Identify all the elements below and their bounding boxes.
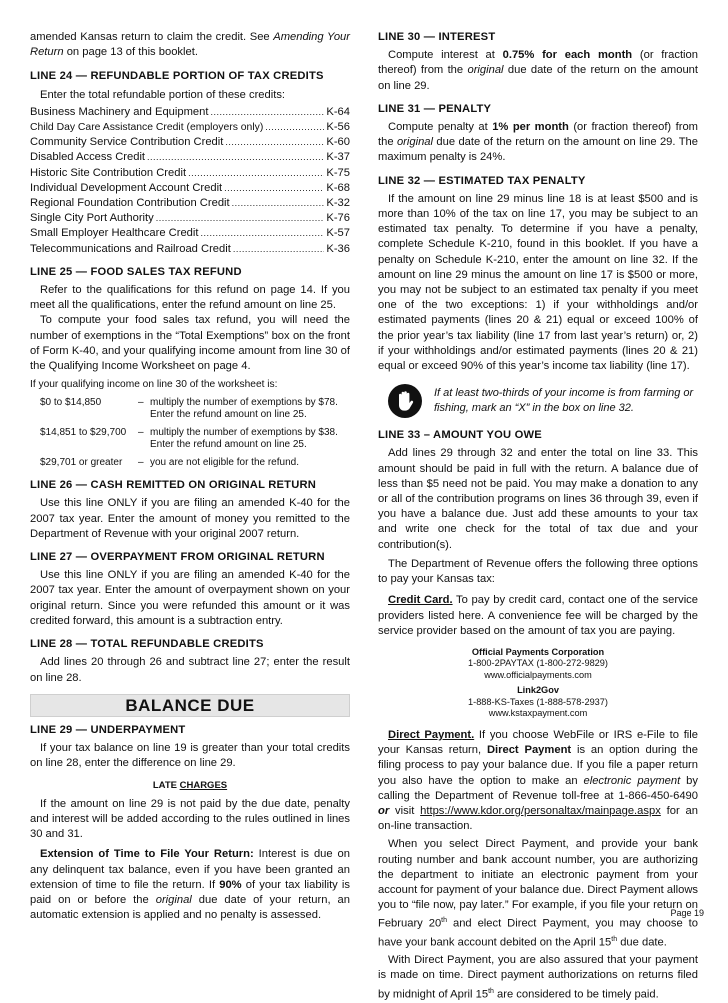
credits-list [30, 105, 350, 257]
tier-row: $14,851 to $29,700 – multiply the number of exemptions by $38. Enter the refund amount on line 25. [40, 426, 338, 451]
tier-row: $29,701 or greater – you are not eligible for the refund. [40, 456, 299, 468]
direct-payment-text: Direct Payment. If you choose WebFile or IRS e-File to file your Kansas return, Direct Payment is an option during the filing process to pay your balance due. If you file a paper return you also have the option to make an electronic payment by calling the Department of Revenue toll-free at 1-866-450-6490 or visit https://www.kdor.org/personaltax/mainpage.aspx for an on-line transaction. [378, 728, 698, 833]
kdor-link[interactable]: https://www.kdor.org/personaltax/mainpage.aspx [420, 804, 661, 817]
intro-paragraph: amended Kansas return to claim the credit. See Amending Your Return on page 13 of this booklet. [30, 31, 351, 59]
line32-heading: LINE 32 — ESTIMATED TAX PENALTY [378, 174, 586, 187]
line27-text: Use this line ONLY if you are filing an amended K-40 for the 2007 tax year. Enter the amount of overpayment shown on your original return. Since you were refunded this amount or it was credited forward, this amount is a subtraction entry. [30, 569, 350, 627]
page-number: Page 19 [670, 908, 704, 918]
line28-text: Add lines 20 through 26 and subtract line 27; enter the result on line 28. [30, 656, 350, 684]
provider-website[interactable]: www.kstaxpayment.com [488, 708, 588, 719]
credit-row: Historic Site Contribution Credit . . . K-75 [30, 166, 350, 181]
line25-p1: Refer to the qualifications for this refund on page 14. If you meet all the qualifications, enter the refund amount on line 25. [30, 284, 350, 312]
tier-row: $0 to $14,850 – multiply the number of exemptions by $78. Enter the refund amount on line 25. [40, 396, 338, 421]
line29-text: If your tax balance on line 19 is greater than your total credits on line 28, enter the difference on line 29. [30, 742, 350, 770]
credit-row: Business Machinery and Equipment . . . K-64 [30, 105, 350, 120]
direct-payment-timely-text: With Direct Payment, you are also assured that your payment is made on time. Direct payment authorizations on returns filed by midnight of April 15th are considered to be timely paid. [378, 954, 698, 1001]
credit-row: Regional Foundation Contribution Credit . . . K-32 [30, 196, 350, 211]
credit-card-text: Credit Card. To pay by credit card, contact one of the service providers listed here. A convenience fee will be charged by the service provider based on the amount of tax you are paying. [378, 594, 698, 637]
balance-due-banner: BALANCE DUE [30, 694, 350, 717]
line29-heading: LINE 29 — UNDERPAYMENT [30, 723, 186, 736]
line31-text: Compute penalty at 1% per month (or fraction thereof) from the original due date of the return on the amount on line 29. The maximum penalty is 24%. [378, 121, 698, 164]
line33-heading: LINE 33 – AMOUNT YOU OWE [378, 429, 542, 442]
line33-p2: The Department of Revenue offers the following three options to pay your Kansas tax: [378, 557, 698, 586]
refund-tiers [30, 397, 350, 470]
line24-heading: LINE 24 — REFUNDABLE PORTION OF TAX CREDITS [30, 70, 324, 83]
credit-row: Disabled Access Credit . . . K-37 [30, 150, 350, 165]
credit-row: Single City Port Authority . . . K-76 [30, 211, 350, 226]
line30-text: Compute interest at 0.75% for each month (or fraction thereof) from the original due date of the return on the amount on line 29. [378, 49, 698, 92]
late-charges-heading: LATE CHARGES [152, 779, 228, 791]
credit-row: Community Service Contribution Credit . . . K-60 [30, 135, 350, 150]
left-column [30, 30, 350, 923]
provider-name: Official Payments Corporation [471, 646, 605, 657]
late-charges-text: If the amount on line 29 is not paid by the due date, penalty and interest will be added according to the rules outlined in lines 30 and 31. [30, 797, 350, 841]
line31-heading: LINE 31 — PENALTY [378, 102, 492, 115]
credit-row: Child Day Care Assistance Credit (employers only) . . . K-56 [30, 120, 350, 135]
extension-text: Extension of Time to File Your Return: Interest is due on any delinquent tax balance, even if you have been granted an extension of time to file the return. If 90% of your tax liability is paid on or before the original due date of your return, an automatic extension is applied and no penalty is assessed. [30, 848, 351, 922]
credit-row: Small Employer Healthcare Credit . . . K-57 [30, 226, 350, 241]
line26-heading: LINE 26 — CASH REMITTED ON ORIGINAL RETURN [30, 479, 317, 492]
provider-name: Link2Gov [517, 685, 559, 696]
right-column [378, 30, 698, 1003]
provider-link2gov [378, 685, 698, 720]
direct-payment-authorize-text: When you select Direct Payment, and provide your bank routing number and bank account number, you are authorizing the department to initiate an electronic payment from your account for payment of your balance due. Direct Payment allows you to “file now, pay later.” For example, if you file your return on February 20th and elect Direct Payment, you may choose to have your bank account debited on the April 15th due date. [378, 838, 698, 950]
line26-text: Use this line ONLY if you are filing an amended K-40 for the 2007 tax year. Enter the amount of money you remitted to the Department of Revenue with your original 2007 return. [30, 497, 350, 540]
line33-p1: Add lines 29 through 32 and enter the total on line 33. This amount should be paid in full with the return. A balance due of less than $5 need not be paid. You may make a donation to any or all of the contribution programs on lines 36 through 39, even if you have a balance due. Just add these amounts to your tax and write one check for the total of tax due and your contribution(s). [378, 447, 698, 551]
provider-website[interactable]: www.officialpayments.com [484, 669, 592, 680]
line25-p2: To compute your food sales tax refund, you will need the number of exemptions in the “Total Exemptions” box on the front of Form K-40, and your qualifying income amount from line 30 of the Qualifying Income Worksheet on page 4. [30, 314, 350, 373]
stop-hand-icon [388, 384, 422, 418]
line30-heading: LINE 30 — INTEREST [378, 31, 496, 43]
credit-row: Individual Development Account Credit . . . K-68 [30, 181, 350, 196]
qualifying-income-text: If your qualifying income on line 30 of the worksheet is: [30, 379, 278, 391]
provider-phone: 1-888-KS-Taxes (1-888-578-2937) [468, 696, 608, 707]
line25-heading: LINE 25 — FOOD SALES TAX REFUND [30, 265, 242, 278]
line32-text: If the amount on line 29 minus line 18 is at least $500 and is more than 10% of the tax on line 17, you may be subject to an estimated tax penalty. To determine if you have a penalty, complete Schedule K-210, found in this booklet. If you have a penalty on Schedule K-210, enter the amount on line 32. If the amount on line 29 minus the amount on line 17 is $500 or more, you may not be subject to an estimated tax penalty if you meet one of the two exceptions: 1) if your withholdings and/or estimated payments (lines 20 & 21) equal or exceed 100% of the prior year’s tax liability (line 17 from last year’s return) or, 2) if your withholdings and/or estimated payments (lines 20 & 21) equal or exceed 90% of this year’s income tax liability (line 17). [378, 192, 698, 373]
line24-text: Enter the total refundable portion of these credits: [40, 88, 286, 101]
credit-row: Telecommunications and Railroad Credit . . . K-36 [30, 242, 350, 257]
provider-official-payments [378, 647, 698, 682]
farming-note [378, 384, 698, 418]
line27-heading: LINE 27 — OVERPAYMENT FROM ORIGINAL RETURN [30, 551, 325, 564]
provider-phone: 1-800-2PAYTAX (1-800-272-9829) [468, 658, 608, 669]
line28-heading: LINE 28 — TOTAL REFUNDABLE CREDITS [30, 638, 264, 651]
farming-note-text: If at least two-thirds of your income is from farming or fishing, mark an “X” in the box on line 32. [434, 387, 694, 415]
